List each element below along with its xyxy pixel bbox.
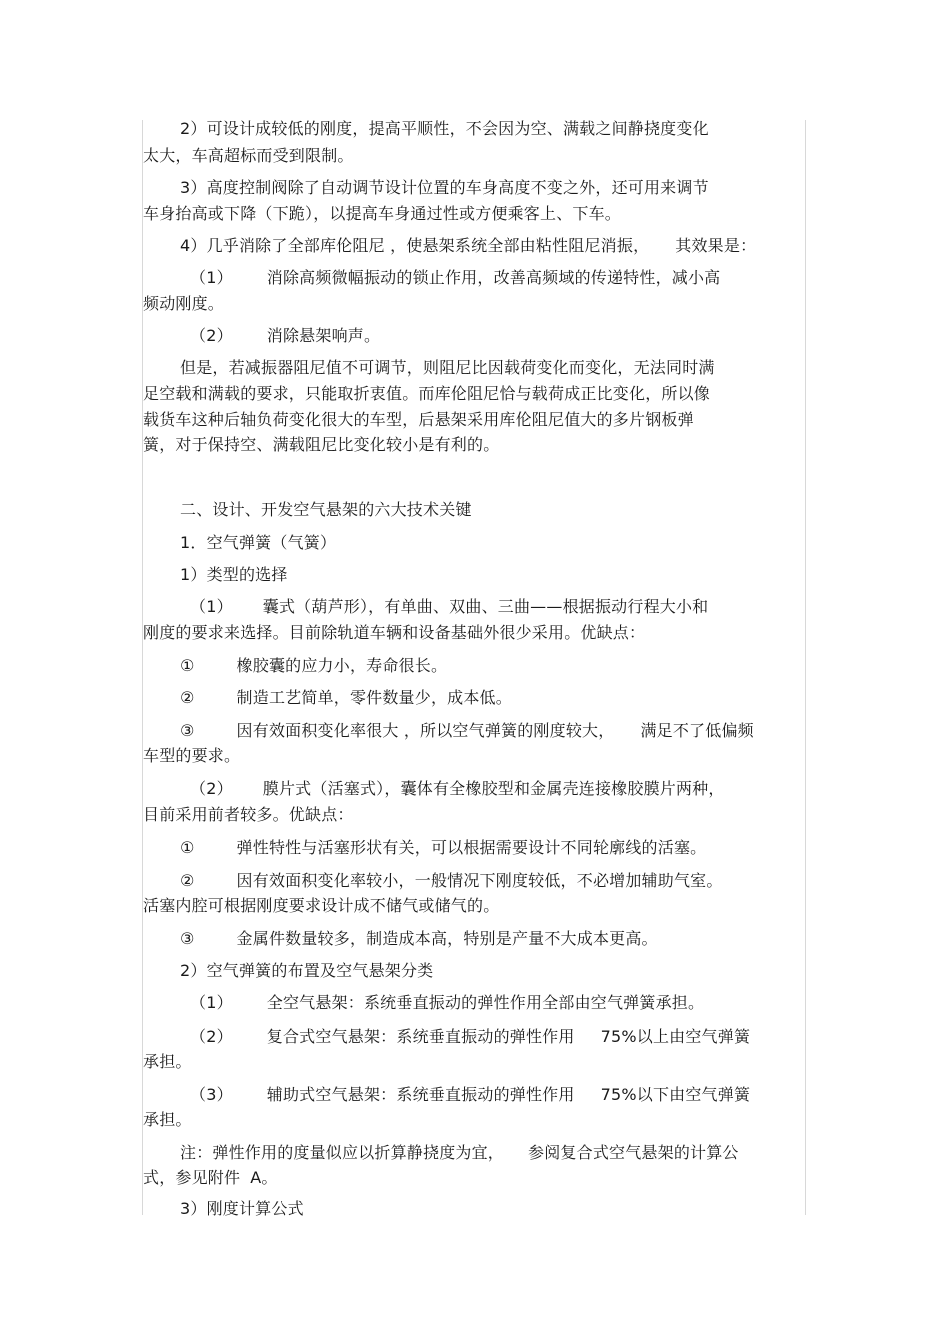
- list-item: [190, 779, 725, 799]
- list-text: 囊式（葫芦形），有单曲、双曲、三曲——根据振动行程大小和: [262, 597, 709, 616]
- text-segment: 参阅复合式空气悬架的计算公: [528, 1143, 739, 1162]
- list-text: 全空气悬架：系统垂直振动的弹性作用全部由空气弹簧承担。: [266, 993, 705, 1012]
- list-item: [190, 326, 380, 346]
- list-number: （2）: [190, 779, 233, 798]
- subsection-heading: 2）空气弹簧的布置及空气悬架分类: [180, 961, 434, 980]
- paragraph-line: 目前采用前者较多。优缺点：: [143, 805, 354, 824]
- paragraph-line: 3）高度控制阀除了自动调节设计位置的车身高度不变之外，还可用来调节: [180, 178, 709, 197]
- list-item: [180, 656, 447, 676]
- list-text: 弹性特性与活塞形状有关，可以根据需要设计不同轮廓线的活塞。: [236, 838, 707, 857]
- paragraph-line: 太大，车高超标而受到限制。: [143, 146, 354, 165]
- subsection-heading: 1．空气弹簧（气簧）: [180, 533, 337, 552]
- paragraph-line: 车型的要求。: [143, 746, 241, 765]
- paragraph-line: 足空载和满载的要求，只能取折衷值。而库伦阻尼恰与载荷成正比变化，所以像: [143, 384, 711, 403]
- list-text: 消除悬架响声。: [266, 326, 381, 345]
- paragraph-line: 刚度的要求来选择。目前除轨道车辆和设备基础外很少采用。优缺点：: [143, 623, 646, 642]
- text-segment: 满足不了低偏频: [640, 721, 754, 740]
- paragraph-line: 承担。: [143, 1110, 192, 1129]
- note-line: [143, 1168, 278, 1188]
- list-item: [180, 688, 512, 708]
- subsection-heading: 3）刚度计算公式: [180, 1199, 304, 1218]
- list-text: 因有效面积变化率较小，一般情况下刚度较低，不必增加辅助气室。: [236, 871, 723, 890]
- list-number: ②: [180, 871, 195, 890]
- text-segment: A。: [250, 1168, 278, 1187]
- list-number: ③: [180, 721, 195, 740]
- text-segment: 75%以下由空气弹簧: [600, 1085, 751, 1104]
- list-number: ①: [180, 656, 195, 675]
- paragraph-line: 频动刚度。: [143, 294, 225, 313]
- list-item: [190, 1027, 750, 1047]
- list-item: [180, 929, 658, 949]
- note-line: [180, 1143, 739, 1163]
- list-number: （1）: [190, 993, 233, 1012]
- paragraph-line: 活塞内腔可根据刚度要求设计成不储气或储气的。: [143, 896, 500, 915]
- text-segment: 注：弹性作用的度量似应以折算静挠度为宜，: [180, 1143, 505, 1162]
- paragraph-line: 承担。: [143, 1052, 192, 1071]
- paragraph-line: 2）可设计成较低的刚度，提高平顺性，不会因为空、满载之间静挠度变化: [180, 119, 709, 138]
- list-item: [190, 597, 708, 617]
- text-segment: 75%以上由空气弹簧: [600, 1027, 751, 1046]
- list-number: （2）: [190, 1027, 233, 1046]
- text-segment: 4）几乎消除了全部库伦阻尼 ，使悬架系统全部由粘性阻尼消振，: [180, 236, 650, 255]
- list-number: ①: [180, 838, 195, 857]
- list-number: （3）: [190, 1085, 233, 1104]
- paragraph-line: 但是，若减振器阻尼值不可调节，则阻尼比因载荷变化而变化，无法同时满: [180, 358, 715, 377]
- list-item: [190, 993, 704, 1013]
- list-text: 膜片式（活塞式），囊体有全橡胶型和金属壳连接橡胶膜片两种，: [262, 779, 725, 798]
- text-segment: 式，参见附件: [143, 1168, 241, 1187]
- paragraph-line: 载货车这种后轴负荷变化很大的车型，后悬架采用库伦阻尼值大的多片钢板弹: [143, 410, 694, 429]
- list-item: [190, 1085, 750, 1105]
- list-number: ③: [180, 929, 195, 948]
- list-text: 消除高频微幅振动的锁止作用，改善高频域的传递特性，减小高: [266, 268, 721, 287]
- section-heading: 二、设计、开发空气悬架的六大技术关键: [180, 500, 472, 519]
- paragraph-line: 车身抬高或下降（下跪），以提高车身通过性或方便乘客上、下车。: [143, 204, 622, 223]
- page-left-border: [142, 120, 143, 1215]
- paragraph-line: 簧，对于保持空、满载阻尼比变化较小是有利的。: [143, 435, 500, 454]
- list-number: （1）: [190, 268, 233, 287]
- page-right-border: [805, 120, 806, 1215]
- list-number: （2）: [190, 326, 233, 345]
- list-item: [180, 838, 706, 858]
- list-text: 制造工艺简单，零件数量少，成本低。: [236, 688, 512, 707]
- list-number: （1）: [190, 597, 233, 616]
- subsection-heading: 1）类型的选择: [180, 565, 288, 584]
- list-text: 因有效面积变化率很大 ，所以空气弹簧的刚度较大，: [236, 721, 615, 740]
- list-text: 复合式空气悬架：系统垂直振动的弹性作用: [266, 1027, 575, 1046]
- list-number: ②: [180, 688, 195, 707]
- list-text: 辅助式空气悬架：系统垂直振动的弹性作用: [266, 1085, 575, 1104]
- list-item: [190, 268, 720, 288]
- list-text: 橡胶囊的应力小，寿命很长。: [236, 656, 448, 675]
- list-item: [180, 871, 723, 891]
- text-segment: 其效果是：: [675, 236, 757, 255]
- paragraph-line: [180, 236, 756, 256]
- list-text: 金属件数量较多，制造成本高，特别是产量不大成本更高。: [236, 929, 658, 948]
- list-item: [180, 721, 754, 741]
